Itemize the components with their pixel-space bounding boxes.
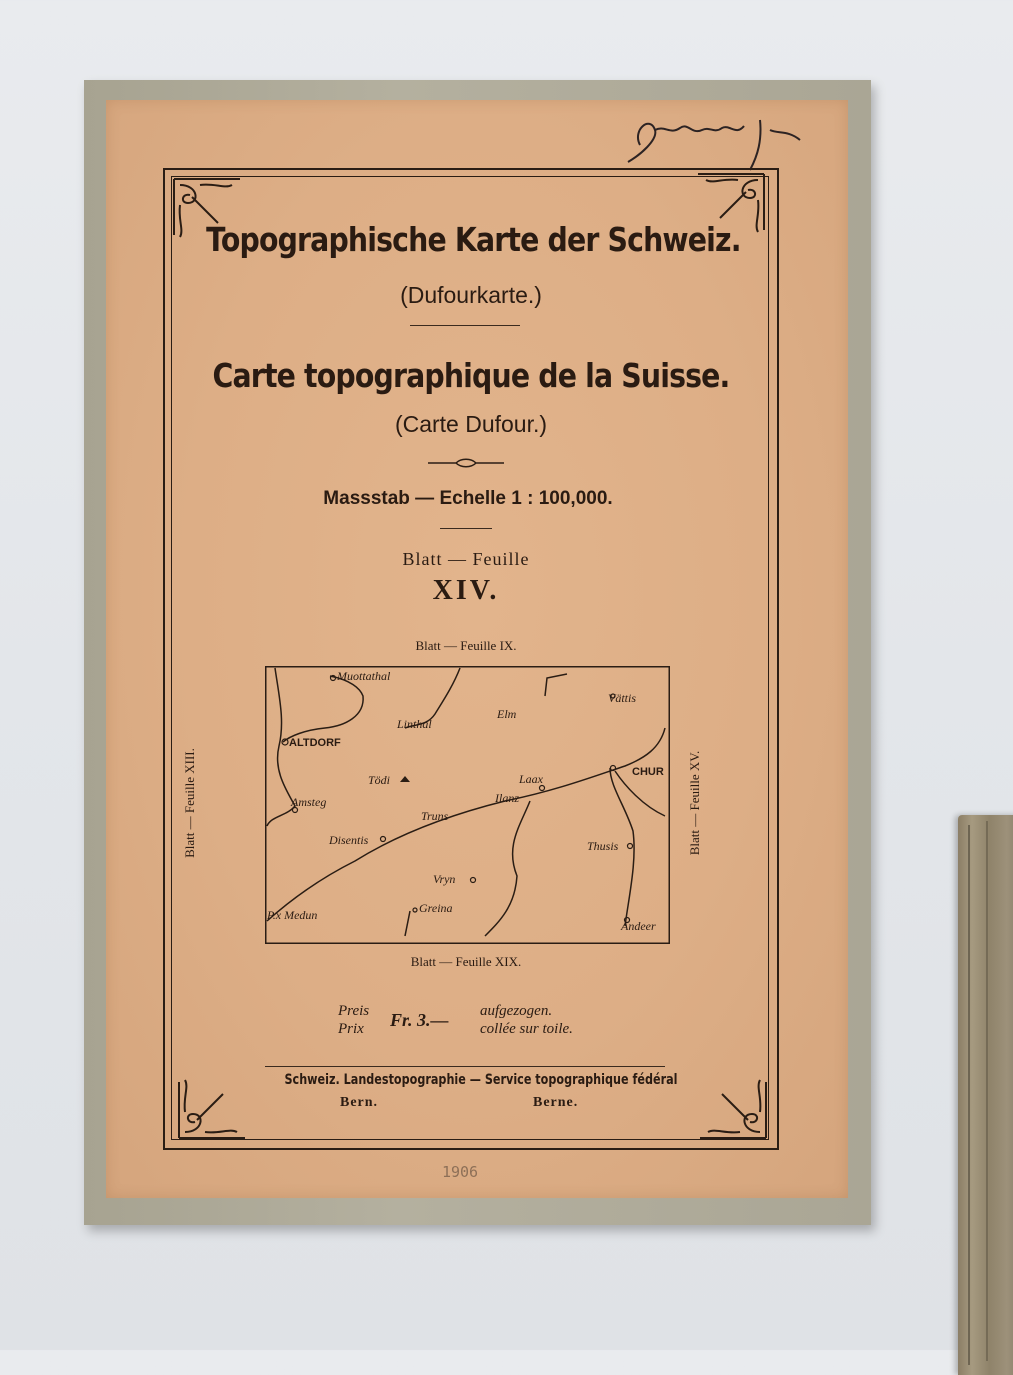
title-french: Carte topographique de la Suisse.	[212, 356, 730, 395]
place-muottathal: Muottathal	[337, 669, 391, 683]
place-elm: Elm	[497, 707, 517, 721]
cover-frame-inner	[171, 176, 769, 1140]
year-stamp: 1906	[441, 1163, 479, 1181]
title-german: Topographische Karte der Schweiz.	[206, 220, 741, 259]
place-todi: Tödi	[368, 773, 391, 787]
publisher-rule	[265, 1066, 665, 1067]
publisher-line: Schweiz. Landestopographie — Service topographique fédéral	[284, 1072, 678, 1088]
price-label-de: Preis	[338, 1003, 370, 1019]
place-laax: Laax	[519, 772, 543, 786]
price-note-de: aufgezogen.	[480, 1003, 553, 1019]
place-linthal: Linthal	[397, 717, 432, 731]
place-truns: Truns	[421, 809, 449, 823]
index-map-right-label: Blatt — Feuille XV.	[687, 750, 702, 856]
place-thusis: Thusis	[587, 839, 619, 853]
index-map-top-label: Blatt — Feuille IX.	[415, 638, 517, 653]
index-map	[265, 666, 670, 944]
place-vattis: Vättis	[608, 691, 637, 705]
index-map-left-label: Blatt — Feuille XIII.	[182, 748, 197, 858]
price-value: Fr. 3.—	[390, 1010, 449, 1030]
place-amsteg: Amsteg	[291, 795, 327, 809]
subtitle-german: (Dufourkarte.)	[400, 282, 542, 308]
price-note-fr: collée sur toile.	[480, 1021, 573, 1037]
place-disentis: Disentis	[329, 833, 369, 847]
place-piz-medun: P.x Medun	[267, 908, 318, 922]
price-note	[480, 1002, 573, 1038]
adjacent-book-spine	[958, 815, 1013, 1375]
place-ilanz: Ilanz	[495, 791, 519, 805]
place-altdorf: ALTDORF	[289, 737, 341, 749]
place-vrin: Vryn	[433, 872, 456, 886]
index-map-bottom-label: Blatt — Feuille XIX.	[410, 954, 522, 969]
price-label-fr: Prix	[338, 1021, 364, 1037]
place-greina: Greina	[419, 901, 453, 915]
place-chur: CHUR	[632, 766, 664, 778]
divider-flourish	[426, 457, 506, 469]
place-andeer: Andeer	[621, 919, 656, 933]
publisher-city-de: Bern.	[340, 1095, 379, 1110]
scale-line: Massstab — Echelle 1 : 100,000.	[323, 488, 613, 509]
divider-rule	[410, 325, 520, 326]
sheet-number: XIV.	[432, 575, 500, 606]
publisher-city-fr: Berne.	[533, 1095, 579, 1110]
divider-rule-short	[440, 528, 492, 529]
sheet-label: Blatt — Feuille	[402, 549, 530, 569]
price-labels	[338, 1002, 369, 1038]
subtitle-french: (Carte Dufour.)	[394, 411, 548, 437]
